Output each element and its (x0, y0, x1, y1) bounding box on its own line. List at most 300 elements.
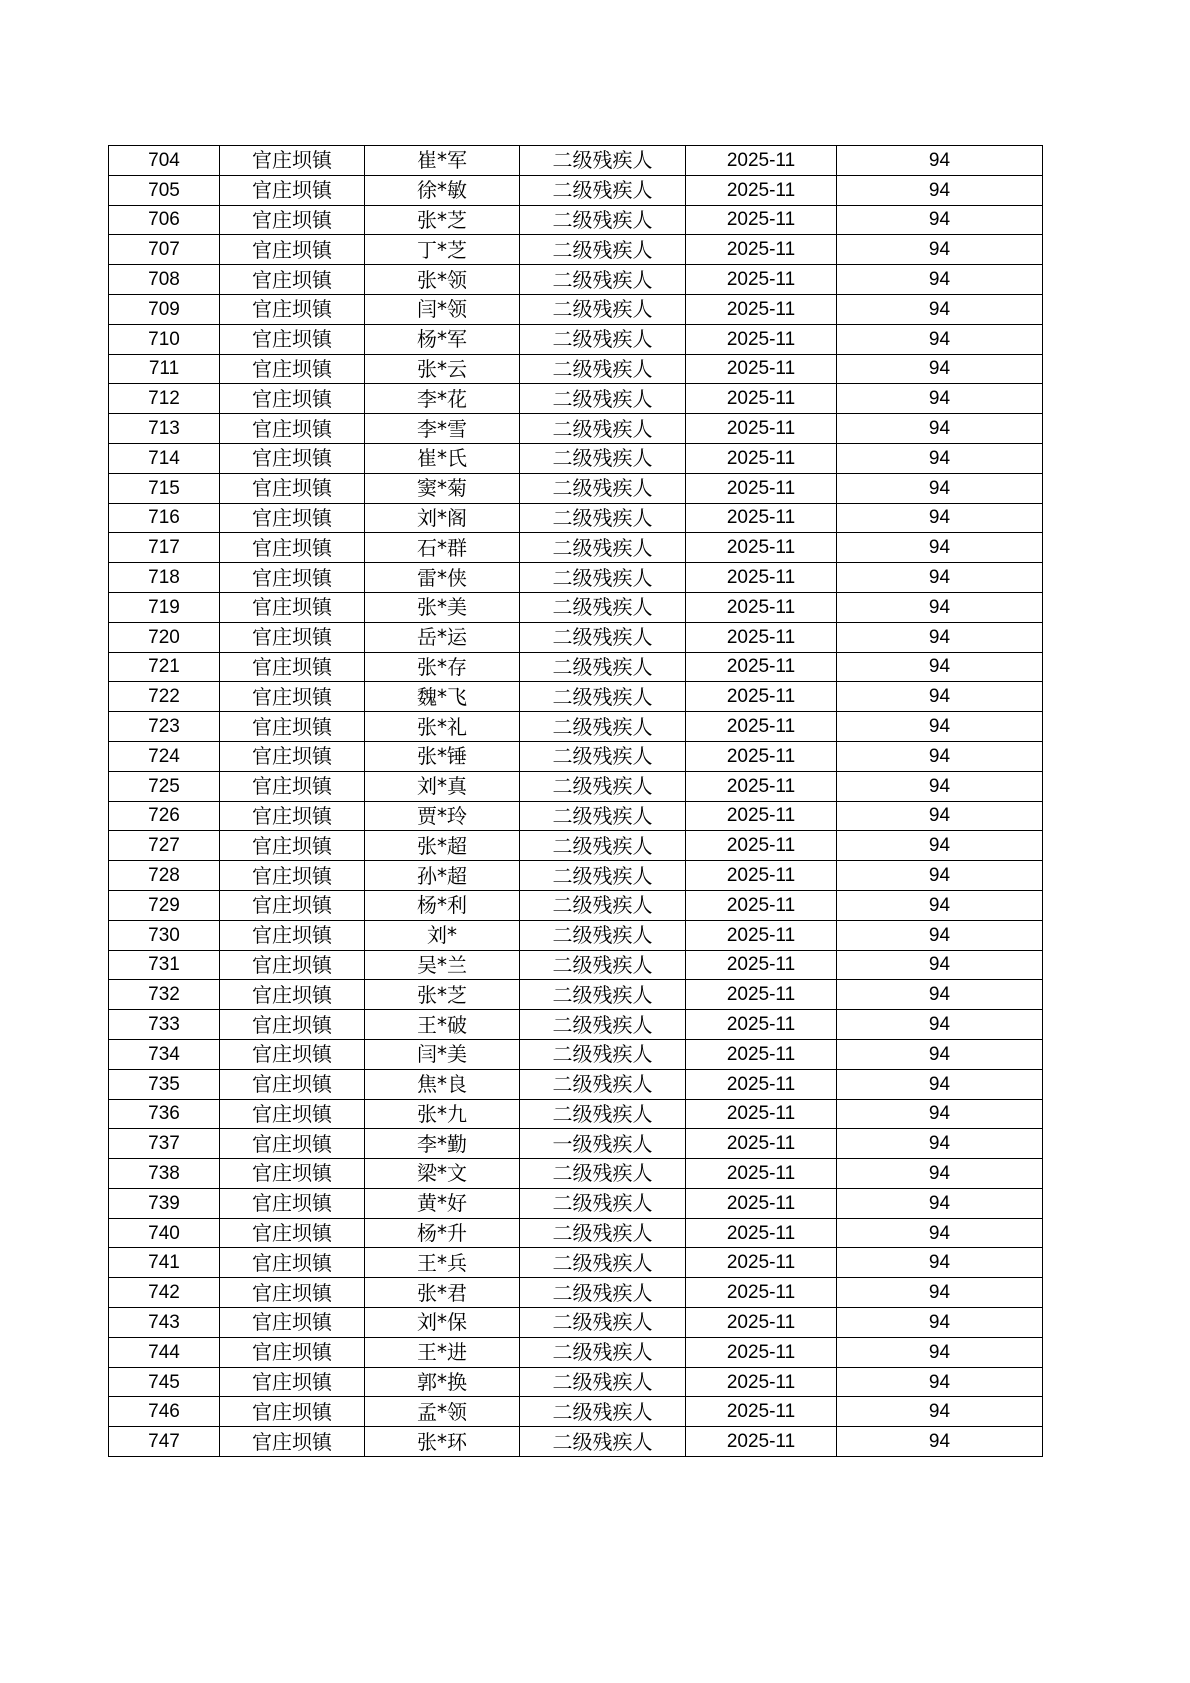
row-number-cell: 725 (109, 771, 220, 801)
disability-level-cell: 二级残疾人 (520, 741, 686, 771)
person-name-cell: 雷*侠 (365, 563, 520, 593)
amount-cell: 94 (837, 1367, 1043, 1397)
row-number-cell: 735 (109, 1069, 220, 1099)
period-cell: 2025-11 (686, 324, 837, 354)
table-row (109, 1159, 1043, 1189)
amount-cell: 94 (837, 1159, 1043, 1189)
amount-cell: 94 (837, 384, 1043, 414)
period-cell: 2025-11 (686, 1278, 837, 1308)
town-cell: 官庄坝镇 (220, 265, 365, 295)
table-row (109, 861, 1043, 891)
table-row (109, 1069, 1043, 1099)
town-cell: 官庄坝镇 (220, 1129, 365, 1159)
town-cell: 官庄坝镇 (220, 503, 365, 533)
disability-level-cell: 二级残疾人 (520, 1248, 686, 1278)
table-row (109, 622, 1043, 652)
amount-cell: 94 (837, 622, 1043, 652)
table-row (109, 414, 1043, 444)
table-row (109, 652, 1043, 682)
disability-level-cell: 二级残疾人 (520, 205, 686, 235)
disability-level-cell: 二级残疾人 (520, 1010, 686, 1040)
disability-level-cell: 二级残疾人 (520, 980, 686, 1010)
row-number-cell: 726 (109, 801, 220, 831)
person-name-cell: 吴*兰 (365, 950, 520, 980)
table-row (109, 592, 1043, 622)
town-cell: 官庄坝镇 (220, 741, 365, 771)
period-cell: 2025-11 (686, 1159, 837, 1189)
row-number-cell: 746 (109, 1397, 220, 1427)
period-cell: 2025-11 (686, 890, 837, 920)
amount-cell: 94 (837, 652, 1043, 682)
period-cell: 2025-11 (686, 950, 837, 980)
town-cell: 官庄坝镇 (220, 980, 365, 1010)
row-number-cell: 705 (109, 175, 220, 205)
person-name-cell: 张*礼 (365, 712, 520, 742)
table-row (109, 950, 1043, 980)
town-cell: 官庄坝镇 (220, 146, 365, 176)
row-number-cell: 721 (109, 652, 220, 682)
person-name-cell: 张*领 (365, 265, 520, 295)
person-name-cell: 魏*飞 (365, 682, 520, 712)
person-name-cell: 张*美 (365, 592, 520, 622)
period-cell: 2025-11 (686, 414, 837, 444)
disability-level-cell: 二级残疾人 (520, 175, 686, 205)
person-name-cell: 李*雪 (365, 414, 520, 444)
amount-cell: 94 (837, 1248, 1043, 1278)
row-number-cell: 704 (109, 146, 220, 176)
person-name-cell: 杨*升 (365, 1218, 520, 1248)
table-body (109, 146, 1043, 1457)
row-number-cell: 706 (109, 205, 220, 235)
disability-level-cell: 二级残疾人 (520, 503, 686, 533)
town-cell: 官庄坝镇 (220, 205, 365, 235)
amount-cell: 94 (837, 1397, 1043, 1427)
row-number-cell: 723 (109, 712, 220, 742)
disability-level-cell: 一级残疾人 (520, 1129, 686, 1159)
row-number-cell: 747 (109, 1427, 220, 1457)
person-name-cell: 孙*超 (365, 861, 520, 891)
town-cell: 官庄坝镇 (220, 622, 365, 652)
person-name-cell: 杨*军 (365, 324, 520, 354)
person-name-cell: 张*锤 (365, 741, 520, 771)
person-name-cell: 黄*好 (365, 1188, 520, 1218)
table-row (109, 443, 1043, 473)
row-number-cell: 733 (109, 1010, 220, 1040)
disability-level-cell: 二级残疾人 (520, 354, 686, 384)
table-row (109, 1367, 1043, 1397)
town-cell: 官庄坝镇 (220, 1397, 365, 1427)
row-number-cell: 720 (109, 622, 220, 652)
disability-level-cell: 二级残疾人 (520, 712, 686, 742)
row-number-cell: 737 (109, 1129, 220, 1159)
town-cell: 官庄坝镇 (220, 950, 365, 980)
person-name-cell: 石*群 (365, 533, 520, 563)
amount-cell: 94 (837, 1427, 1043, 1457)
period-cell: 2025-11 (686, 1367, 837, 1397)
table-row (109, 1278, 1043, 1308)
period-cell: 2025-11 (686, 622, 837, 652)
row-number-cell: 730 (109, 920, 220, 950)
town-cell: 官庄坝镇 (220, 235, 365, 265)
row-number-cell: 739 (109, 1188, 220, 1218)
town-cell: 官庄坝镇 (220, 324, 365, 354)
town-cell: 官庄坝镇 (220, 175, 365, 205)
amount-cell: 94 (837, 533, 1043, 563)
disability-level-cell: 二级残疾人 (520, 473, 686, 503)
row-number-cell: 716 (109, 503, 220, 533)
disability-level-cell: 二级残疾人 (520, 861, 686, 891)
period-cell: 2025-11 (686, 1010, 837, 1040)
period-cell: 2025-11 (686, 1188, 837, 1218)
period-cell: 2025-11 (686, 294, 837, 324)
period-cell: 2025-11 (686, 503, 837, 533)
row-number-cell: 743 (109, 1308, 220, 1338)
period-cell: 2025-11 (686, 384, 837, 414)
amount-cell: 94 (837, 801, 1043, 831)
person-name-cell: 张*云 (365, 354, 520, 384)
table-row (109, 1129, 1043, 1159)
table-row (109, 265, 1043, 295)
period-cell: 2025-11 (686, 235, 837, 265)
row-number-cell: 727 (109, 831, 220, 861)
town-cell: 官庄坝镇 (220, 1308, 365, 1338)
row-number-cell: 707 (109, 235, 220, 265)
disability-level-cell: 二级残疾人 (520, 1427, 686, 1457)
period-cell: 2025-11 (686, 265, 837, 295)
town-cell: 官庄坝镇 (220, 563, 365, 593)
person-name-cell: 张*存 (365, 652, 520, 682)
person-name-cell: 贾*玲 (365, 801, 520, 831)
town-cell: 官庄坝镇 (220, 682, 365, 712)
person-name-cell: 刘*阁 (365, 503, 520, 533)
row-number-cell: 717 (109, 533, 220, 563)
town-cell: 官庄坝镇 (220, 1039, 365, 1069)
row-number-cell: 724 (109, 741, 220, 771)
table-row (109, 831, 1043, 861)
disability-level-cell: 二级残疾人 (520, 1397, 686, 1427)
row-number-cell: 740 (109, 1218, 220, 1248)
table-row (109, 235, 1043, 265)
row-number-cell: 708 (109, 265, 220, 295)
town-cell: 官庄坝镇 (220, 831, 365, 861)
table-row (109, 1248, 1043, 1278)
amount-cell: 94 (837, 414, 1043, 444)
disability-level-cell: 二级残疾人 (520, 920, 686, 950)
person-name-cell: 张*芝 (365, 205, 520, 235)
person-name-cell: 张*环 (365, 1427, 520, 1457)
amount-cell: 94 (837, 1010, 1043, 1040)
amount-cell: 94 (837, 1278, 1043, 1308)
person-name-cell: 崔*军 (365, 146, 520, 176)
town-cell: 官庄坝镇 (220, 652, 365, 682)
period-cell: 2025-11 (686, 533, 837, 563)
period-cell: 2025-11 (686, 1397, 837, 1427)
table-row (109, 1308, 1043, 1338)
period-cell: 2025-11 (686, 1337, 837, 1367)
town-cell: 官庄坝镇 (220, 712, 365, 742)
period-cell: 2025-11 (686, 1129, 837, 1159)
row-number-cell: 709 (109, 294, 220, 324)
person-name-cell: 郭*换 (365, 1367, 520, 1397)
amount-cell: 94 (837, 771, 1043, 801)
amount-cell: 94 (837, 265, 1043, 295)
disability-level-cell: 二级残疾人 (520, 1099, 686, 1129)
table-row (109, 980, 1043, 1010)
period-cell: 2025-11 (686, 146, 837, 176)
amount-cell: 94 (837, 712, 1043, 742)
amount-cell: 94 (837, 1188, 1043, 1218)
period-cell: 2025-11 (686, 801, 837, 831)
disability-level-cell: 二级残疾人 (520, 533, 686, 563)
person-name-cell: 孟*领 (365, 1397, 520, 1427)
table-row (109, 324, 1043, 354)
person-name-cell: 闫*美 (365, 1039, 520, 1069)
table-row (109, 205, 1043, 235)
row-number-cell: 742 (109, 1278, 220, 1308)
row-number-cell: 741 (109, 1248, 220, 1278)
amount-cell: 94 (837, 861, 1043, 891)
row-number-cell: 728 (109, 861, 220, 891)
row-number-cell: 736 (109, 1099, 220, 1129)
table-row (109, 1188, 1043, 1218)
person-name-cell: 杨*利 (365, 890, 520, 920)
period-cell: 2025-11 (686, 1218, 837, 1248)
town-cell: 官庄坝镇 (220, 592, 365, 622)
person-name-cell: 窦*菊 (365, 473, 520, 503)
period-cell: 2025-11 (686, 205, 837, 235)
period-cell: 2025-11 (686, 443, 837, 473)
period-cell: 2025-11 (686, 592, 837, 622)
table-row (109, 712, 1043, 742)
table-row (109, 1010, 1043, 1040)
table-row (109, 146, 1043, 176)
row-number-cell: 713 (109, 414, 220, 444)
amount-cell: 94 (837, 324, 1043, 354)
amount-cell: 94 (837, 1039, 1043, 1069)
amount-cell: 94 (837, 831, 1043, 861)
period-cell: 2025-11 (686, 1039, 837, 1069)
table-row (109, 354, 1043, 384)
disability-level-cell: 二级残疾人 (520, 1308, 686, 1338)
amount-cell: 94 (837, 443, 1043, 473)
town-cell: 官庄坝镇 (220, 1278, 365, 1308)
disability-level-cell: 二级残疾人 (520, 294, 686, 324)
period-cell: 2025-11 (686, 741, 837, 771)
amount-cell: 94 (837, 1337, 1043, 1367)
person-name-cell: 刘*保 (365, 1308, 520, 1338)
row-number-cell: 731 (109, 950, 220, 980)
town-cell: 官庄坝镇 (220, 1099, 365, 1129)
amount-cell: 94 (837, 980, 1043, 1010)
table-row (109, 384, 1043, 414)
table-row (109, 890, 1043, 920)
person-name-cell: 李*花 (365, 384, 520, 414)
disability-level-cell: 二级残疾人 (520, 1159, 686, 1189)
town-cell: 官庄坝镇 (220, 384, 365, 414)
disability-level-cell: 二级残疾人 (520, 1278, 686, 1308)
disability-level-cell: 二级残疾人 (520, 1188, 686, 1218)
amount-cell: 94 (837, 175, 1043, 205)
amount-cell: 94 (837, 682, 1043, 712)
row-number-cell: 715 (109, 473, 220, 503)
town-cell: 官庄坝镇 (220, 1337, 365, 1367)
period-cell: 2025-11 (686, 354, 837, 384)
disability-level-cell: 二级残疾人 (520, 265, 686, 295)
disability-level-cell: 二级残疾人 (520, 950, 686, 980)
amount-cell: 94 (837, 741, 1043, 771)
town-cell: 官庄坝镇 (220, 861, 365, 891)
row-number-cell: 744 (109, 1337, 220, 1367)
table-row (109, 533, 1043, 563)
town-cell: 官庄坝镇 (220, 1188, 365, 1218)
person-name-cell: 张*九 (365, 1099, 520, 1129)
table-row (109, 741, 1043, 771)
amount-cell: 94 (837, 1129, 1043, 1159)
amount-cell: 94 (837, 503, 1043, 533)
disability-level-cell: 二级残疾人 (520, 235, 686, 265)
disability-level-cell: 二级残疾人 (520, 384, 686, 414)
town-cell: 官庄坝镇 (220, 920, 365, 950)
person-name-cell: 闫*领 (365, 294, 520, 324)
period-cell: 2025-11 (686, 682, 837, 712)
period-cell: 2025-11 (686, 980, 837, 1010)
amount-cell: 94 (837, 1218, 1043, 1248)
disability-level-cell: 二级残疾人 (520, 1069, 686, 1099)
disability-level-cell: 二级残疾人 (520, 443, 686, 473)
person-name-cell: 李*勤 (365, 1129, 520, 1159)
disability-level-cell: 二级残疾人 (520, 592, 686, 622)
table-row (109, 503, 1043, 533)
period-cell: 2025-11 (686, 652, 837, 682)
amount-cell: 94 (837, 235, 1043, 265)
town-cell: 官庄坝镇 (220, 1069, 365, 1099)
table-row (109, 175, 1043, 205)
period-cell: 2025-11 (686, 563, 837, 593)
disability-level-cell: 二级残疾人 (520, 1337, 686, 1367)
disability-level-cell: 二级残疾人 (520, 771, 686, 801)
town-cell: 官庄坝镇 (220, 801, 365, 831)
amount-cell: 94 (837, 592, 1043, 622)
amount-cell: 94 (837, 563, 1043, 593)
disability-level-cell: 二级残疾人 (520, 414, 686, 444)
disability-level-cell: 二级残疾人 (520, 146, 686, 176)
amount-cell: 94 (837, 146, 1043, 176)
table-row (109, 1039, 1043, 1069)
table-row (109, 1337, 1043, 1367)
table-row (109, 1099, 1043, 1129)
town-cell: 官庄坝镇 (220, 414, 365, 444)
disability-level-cell: 二级残疾人 (520, 1039, 686, 1069)
person-name-cell: 徐*敏 (365, 175, 520, 205)
town-cell: 官庄坝镇 (220, 294, 365, 324)
amount-cell: 94 (837, 1308, 1043, 1338)
disability-level-cell: 二级残疾人 (520, 682, 686, 712)
disability-level-cell: 二级残疾人 (520, 831, 686, 861)
town-cell: 官庄坝镇 (220, 1010, 365, 1040)
table-row (109, 294, 1043, 324)
person-name-cell: 刘*真 (365, 771, 520, 801)
period-cell: 2025-11 (686, 473, 837, 503)
disability-level-cell: 二级残疾人 (520, 652, 686, 682)
row-number-cell: 714 (109, 443, 220, 473)
table-row (109, 771, 1043, 801)
row-number-cell: 722 (109, 682, 220, 712)
amount-cell: 94 (837, 354, 1043, 384)
period-cell: 2025-11 (686, 712, 837, 742)
row-number-cell: 738 (109, 1159, 220, 1189)
person-name-cell: 王*兵 (365, 1248, 520, 1278)
amount-cell: 94 (837, 205, 1043, 235)
row-number-cell: 734 (109, 1039, 220, 1069)
table-row (109, 1427, 1043, 1457)
period-cell: 2025-11 (686, 175, 837, 205)
table-row (109, 920, 1043, 950)
row-number-cell: 710 (109, 324, 220, 354)
person-name-cell: 张*芝 (365, 980, 520, 1010)
disability-subsidy-table (108, 145, 1043, 1457)
table-row (109, 473, 1043, 503)
amount-cell: 94 (837, 950, 1043, 980)
row-number-cell: 729 (109, 890, 220, 920)
row-number-cell: 718 (109, 563, 220, 593)
person-name-cell: 焦*良 (365, 1069, 520, 1099)
person-name-cell: 张*君 (365, 1278, 520, 1308)
person-name-cell: 崔*氏 (365, 443, 520, 473)
town-cell: 官庄坝镇 (220, 890, 365, 920)
town-cell: 官庄坝镇 (220, 1248, 365, 1278)
person-name-cell: 丁*芝 (365, 235, 520, 265)
amount-cell: 94 (837, 890, 1043, 920)
table-row (109, 801, 1043, 831)
person-name-cell: 王*破 (365, 1010, 520, 1040)
period-cell: 2025-11 (686, 771, 837, 801)
period-cell: 2025-11 (686, 1069, 837, 1099)
town-cell: 官庄坝镇 (220, 1159, 365, 1189)
town-cell: 官庄坝镇 (220, 354, 365, 384)
town-cell: 官庄坝镇 (220, 443, 365, 473)
table-row (109, 1397, 1043, 1427)
amount-cell: 94 (837, 1099, 1043, 1129)
person-name-cell: 刘* (365, 920, 520, 950)
period-cell: 2025-11 (686, 1427, 837, 1457)
amount-cell: 94 (837, 294, 1043, 324)
town-cell: 官庄坝镇 (220, 473, 365, 503)
town-cell: 官庄坝镇 (220, 533, 365, 563)
table-row (109, 563, 1043, 593)
amount-cell: 94 (837, 920, 1043, 950)
period-cell: 2025-11 (686, 920, 837, 950)
disability-level-cell: 二级残疾人 (520, 563, 686, 593)
person-name-cell: 王*进 (365, 1337, 520, 1367)
disability-level-cell: 二级残疾人 (520, 1367, 686, 1397)
table-row (109, 682, 1043, 712)
town-cell: 官庄坝镇 (220, 1367, 365, 1397)
row-number-cell: 711 (109, 354, 220, 384)
row-number-cell: 719 (109, 592, 220, 622)
person-name-cell: 张*超 (365, 831, 520, 861)
person-name-cell: 岳*运 (365, 622, 520, 652)
town-cell: 官庄坝镇 (220, 771, 365, 801)
period-cell: 2025-11 (686, 831, 837, 861)
disability-level-cell: 二级残疾人 (520, 622, 686, 652)
disability-level-cell: 二级残疾人 (520, 1218, 686, 1248)
amount-cell: 94 (837, 473, 1043, 503)
period-cell: 2025-11 (686, 1248, 837, 1278)
row-number-cell: 745 (109, 1367, 220, 1397)
amount-cell: 94 (837, 1069, 1043, 1099)
disability-level-cell: 二级残疾人 (520, 890, 686, 920)
period-cell: 2025-11 (686, 1308, 837, 1338)
